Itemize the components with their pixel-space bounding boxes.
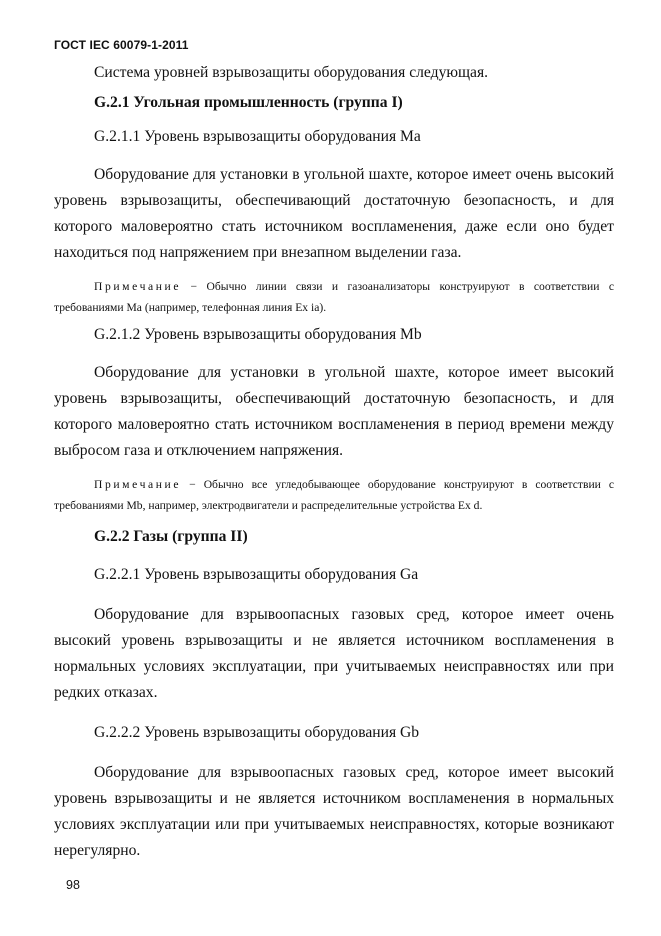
note-text: Обычно линии связи и газоанализаторы конструируют в соответствии с требованиями Ma (например, телефонная линия Ex ia).: [54, 280, 614, 314]
note-dash: −: [190, 280, 198, 293]
note-dash: −: [189, 478, 196, 491]
note-label: Примечание: [94, 280, 182, 293]
note-text: Обычно все угледобывающее оборудование конструируют в соответствии с требованиями Mb, например, электродвигатели и распределительные устройства Ex d.: [54, 478, 615, 512]
note-g211: [54, 276, 614, 318]
subsection-heading-g211: G.2.1.1 Уровень взрывозащиты оборудования Ma: [94, 128, 421, 145]
page-body: [54, 60, 614, 864]
paragraph-g211: Оборудование для установки в угольной шахте, которое имеет очень высокий уровень взрывозащиты, обеспечивающий достаточную безопасность, и для которого маловероятно стать источником воспламенения, даже если оно будет находиться под напряжением при внезапном выделении газа.: [54, 166, 614, 261]
note-label: Примечание: [94, 478, 182, 491]
note-g212: [54, 474, 614, 516]
page-number: 98: [66, 878, 80, 892]
paragraph-g221: Оборудование для взрывоопасных газовых сред, которое имеет очень высокий уровень взрывозащиты и не является источником воспламенения в нормальных условиях эксплуатации, при учитываемых неисправностях или при редких отказах.: [54, 606, 614, 701]
section-heading-g21: G.2.1 Угольная промышленность (группа I): [94, 94, 403, 111]
paragraph-g212: Оборудование для установки в угольной шахте, которое имеет высокий уровень взрывозащиты, обеспечивающий достаточную безопасность, и для которого маловероятно стать источником воспламенения в период времени между выбросом газа и отключением напряжения.: [54, 364, 614, 459]
subsection-heading-g212: G.2.1.2 Уровень взрывозащиты оборудования Mb: [94, 326, 422, 343]
subsection-heading-g221: G.2.2.1 Уровень взрывозащиты оборудования Ga: [94, 566, 419, 583]
section-heading-g22: G.2.2 Газы (группа II): [94, 528, 248, 545]
intro-paragraph: Система уровней взрывозащиты оборудования следующая.: [94, 64, 489, 81]
paragraph-g222: Оборудование для взрывоопасных газовых сред, которое имеет высокий уровень взрывозащиты и не является источником воспламенения в нормальных условиях эксплуатации или при учитываемых неисправностях, которые возникают нерегулярно.: [54, 764, 614, 859]
subsection-heading-g222: G.2.2.2 Уровень взрывозащиты оборудования Gb: [94, 724, 420, 741]
document-header: ГОСТ IEC 60079-1-2011: [54, 38, 189, 52]
